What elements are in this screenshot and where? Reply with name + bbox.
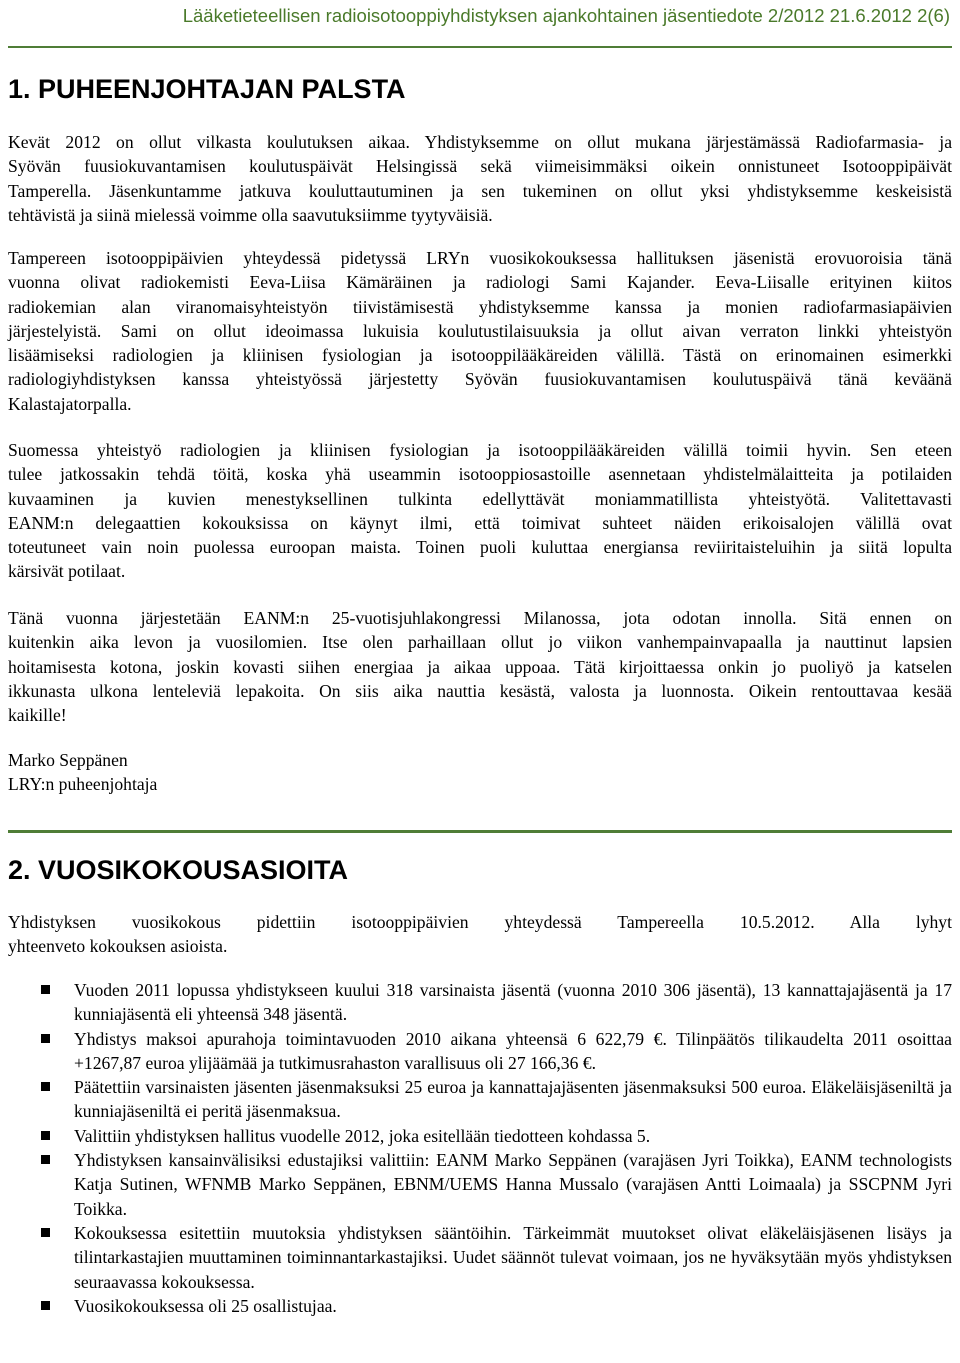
page-header: [8, 0, 952, 48]
list-item: Kokouksessa esitettiin muutoksia yhdistyksen sääntöihin. Tärkeimmät muutokset olivat eläkeläisjäsenen lisäys ja tilintarkastajien muuttaminen toiminnantarkastajiksi. Uudet säännöt tulevat voimaan, jos ne hyväksytään myös yhdistyksen seuraavassa kokouksessa.: [0, 1221, 952, 1294]
paragraph-line: tehtävistä ja siinä mielessä voimme olla saavutuksiimme tyytyväisiä.: [8, 204, 493, 225]
bullet-square-icon: [41, 1034, 50, 1043]
paragraph-line: kaikille!: [8, 705, 67, 726]
section-2-title: 2. VUOSIKOKOUSASIOITA: [8, 855, 349, 885]
paragraph-line: Syövän fuusiokuvantamisen koulutuspäivät Helsingissä sekä viimeisimmäksi oikein onnistuneet Isotooppipäivät: [8, 156, 952, 177]
paragraph-line: yhteenveto kokouksen asioista.: [8, 936, 228, 957]
paragraph-line: Tänä vuonna järjestetään EANM:n 25-vuotisjuhlakongressi Milanossa, jota odotan innolla. Sitä ennen on: [8, 608, 952, 628]
section-1-paragraph-1: [8, 130, 952, 227]
list-item: Päätettiin varsinaisten jäsenten jäsenmaksuksi 25 euroa ja kannattajajäsenten jäsenmaksuksi 500 euroa. Eläkeläisjäseniltä ja kunniajäseniltä ei peritä jäsenmaksua.: [0, 1075, 952, 1124]
list-item: Vuoden 2011 lopussa yhdistykseen kuului 318 varsinaista jäsentä (vuonna 2010 306 jäsentä), 13 kannattajajäsentä ja 17 kunniajäsentä eli yhteensä 348 jäsentä.: [0, 978, 952, 1027]
list-item: Yhdistys maksoi apurahoja toimintavuoden 2010 aikana yhteensä 6 622,79 €. Tilinpäätös tilikaudelta 2011 osoittaa +1267,87 euroa ylijäämää ja tutkimusrahaston varallisuus oli 27 166,36 €.: [0, 1027, 952, 1076]
section-divider: [8, 830, 952, 833]
signature: [8, 748, 952, 797]
paragraph-line: Yhdistyksen vuosikokous pidettiin isotooppipäivien yhteydessä Tampereella 10.5.2012. Alla lyhyt: [8, 912, 952, 932]
paragraph-line: kärsivät potilaat.: [8, 561, 126, 582]
paragraph-line: Suomessa yhteistyö radiologien ja kliinisen fysiologian ja isotooppilääkäreiden välillä toimii hyvin. Sen eteen: [8, 440, 952, 460]
signature-name: Marko Seppänen: [8, 750, 128, 770]
bullet-square-icon: [41, 1155, 50, 1164]
meeting-items-list: [0, 978, 952, 1318]
signature-role: LRY:n puheenjohtaja: [8, 774, 158, 795]
paragraph-line: EANM:n delegaattien kokouksissa on käynyt ilmi, että toimivat suhteet näiden erikoisalojen välillä ovat: [8, 512, 952, 533]
list-item: Valittiin yhdistyksen hallitus vuodelle 2012, joka esitellään tiedotteen kohdassa 5.: [0, 1124, 952, 1148]
paragraph-line: hoitamisesta kotona, joskin kovasti siihen energiaa ja aikaa uppoaa. Tätä kirjoittaessa onkin jo puoliyö ja katselen: [8, 656, 952, 677]
section-1-paragraph-2: [8, 246, 952, 416]
paragraph-line: Kalastajatorpalla.: [8, 393, 132, 414]
paragraph-line: kuvaaminen ja kuvien menestyksellinen tulkinta edellyttävät moniammatillista yhteistyötä. Valitettavasti: [8, 488, 952, 509]
paragraph-line: Tamperella. Jäsenkuntamme jatkuva kouluttautuminen ja sen tukeminen on ollut yksi yhdistyksemme keskeisistä: [8, 180, 952, 201]
paragraph-line: Kevät 2012 on ollut vilkasta koulutuksen aikaa. Yhdistyksemme on ollut mukana järjestämässä Radiofarmasia- ja: [8, 132, 952, 152]
paragraph-line: radiologiyhdistyksen kanssa yhteistyössä järjestetty Syövän fuusiokuvantamisen koulutuspäivä tänä keväänä: [8, 369, 952, 390]
section-2-intro: [8, 910, 952, 959]
paragraph-line: toteutuneet vain noin puolessa euroopan maista. Toinen puoli kuluttaa energiansa reviiritaisteluihin ja siitä lopulta: [8, 537, 952, 558]
paragraph-line: kuitenkin aika levon ja vuosilomien. Itse olen parhaillaan ollut jo viikon vanhempainvapaalla ja nauttinut lapsien: [8, 632, 952, 653]
section-1-paragraph-4: [8, 606, 952, 727]
paragraph-line: vuonna olivat radiokemisti Eeva-Liisa Kämäräinen ja radiologi Sami Kajander. Eeva-Liisalle erityinen kiitos: [8, 272, 952, 293]
paragraph-line: järjestelyistä. Sami on ollut ideoimassa lukuisia koulutustilaisuuksia ja ollut aivan verraton linkki yhteistyön: [8, 320, 952, 341]
section-1-paragraph-3: [8, 438, 952, 584]
paragraph-line: Tampereen isotooppipäivien yhteydessä pidetyssä LRYn vuosikokouksessa hallituksen jäsenistä erovuoroisia tänä: [8, 248, 952, 268]
section-1-title: 1. PUHEENJOHTAJAN PALSTA: [8, 74, 406, 104]
bullet-square-icon: [41, 1082, 50, 1091]
paragraph-line: radiokemian alan viranomaisyhteistyön tiivistämisestä yhdistyksemme kanssa ja monien radiofarmasiapäivien: [8, 296, 952, 317]
header-text: Lääketieteellisen radioisotooppiyhdistyksen ajankohtainen jäsentiedote 2/2012 21.6.2012 2(6): [182, 5, 950, 26]
bullet-square-icon: [41, 985, 50, 994]
list-item: Yhdistyksen kansainvälisiksi edustajiksi valittiin: EANM Marko Seppänen (varajäsen Jyri Toikka), EANM technologists Katja Sutinen, WFNMB Marko Seppänen, EBNM/UEMS Hanna Mussalo (varajäsen Antti Loimaala) ja SSCPNM Jyri Toikka.: [0, 1148, 952, 1221]
bullet-square-icon: [41, 1301, 50, 1310]
bullet-square-icon: [41, 1131, 50, 1140]
bullet-square-icon: [41, 1228, 50, 1237]
paragraph-line: ikkunasta ulkona lenteleviä lepakoita. On siis aika nauttia kesästä, valosta ja luonnosta. Oikein rentouttavaa kesää: [8, 680, 952, 701]
list-item: Vuosikokouksessa oli 25 osallistujaa.: [0, 1294, 952, 1318]
paragraph-line: tulee jatkossakin tehdä töitä, koska yhä useammin isotooppiosastoille asennetaan yhdistelmälaitteita ja potilaiden: [8, 464, 952, 485]
paragraph-line: lisäämiseksi radiologien ja kliinisen fysiologian ja isotooppilääkäreiden välillä. Tästä on erinomainen esimerkki: [8, 345, 952, 366]
